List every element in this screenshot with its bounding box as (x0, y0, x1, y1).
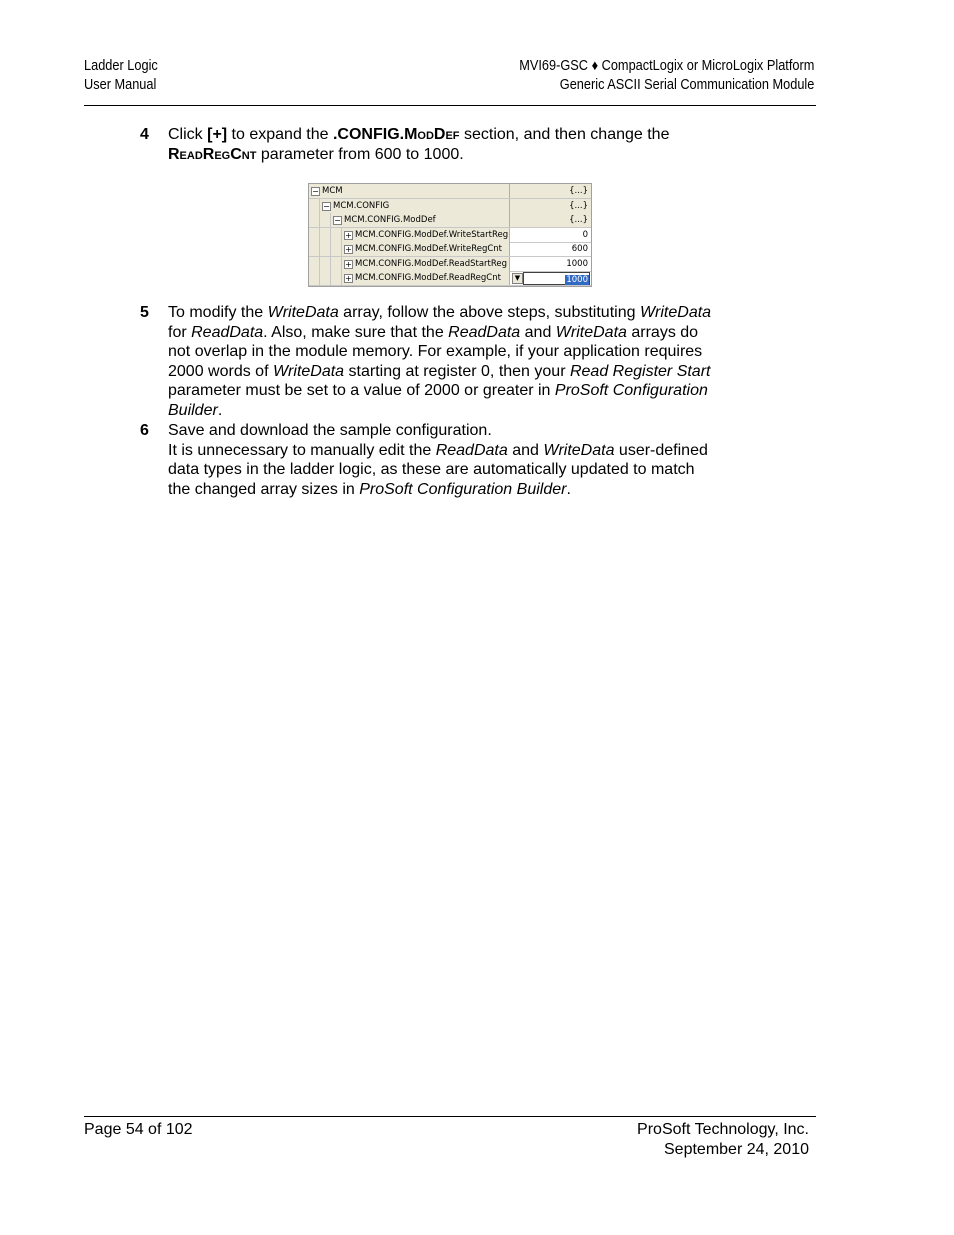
tree-indent-line (330, 228, 331, 242)
text-run: ProSoft Configuration Builder (359, 480, 567, 498)
collapse-icon[interactable]: − (334, 216, 341, 225)
grid-row-value-cell[interactable] (510, 184, 591, 198)
parameter-name: ReadRegCnt (168, 145, 257, 163)
header-divider (84, 105, 816, 106)
step-5 (140, 303, 780, 421)
grid-row-label: MCM.CONFIG.ModDef.ReadRegCnt (355, 273, 501, 283)
text-run: . Also, make sure that the (263, 323, 449, 341)
publication-date: September 24, 2010 (664, 1140, 809, 1158)
step-number: 6 (140, 422, 149, 439)
header-section-title: Ladder Logic (84, 58, 158, 74)
tree-indent-line (341, 228, 342, 242)
expand-icon[interactable]: + (345, 230, 352, 240)
grid-row-value: {...} (569, 215, 588, 225)
text-run: ReadData (448, 323, 521, 341)
text-line: not overlap in the module memory. For example, if your application requires (168, 343, 703, 361)
grid-row-label: MCM.CONFIG.ModDef (344, 215, 436, 225)
text-line: Save and download the sample configuration. (168, 422, 492, 439)
running-header-left (84, 57, 158, 95)
header-module-name: Generic ASCII Serial Communication Module (559, 77, 814, 93)
grid-row-value-cell[interactable] (510, 257, 591, 271)
grid-row[interactable] (309, 184, 591, 199)
grid-row-name-cell (309, 271, 510, 285)
collapse-icon[interactable]: − (323, 201, 330, 211)
grid-row-value-cell[interactable] (510, 199, 591, 213)
grid-row-label: MCM.CONFIG (333, 200, 390, 211)
text-run: WriteData (267, 304, 339, 321)
grid-row-label: MCM.CONFIG.ModDef.WriteStartReg (355, 229, 509, 240)
step-number: 4 (140, 126, 149, 143)
grid-row-name-cell (309, 184, 510, 198)
grid-row-value-cell[interactable] (510, 213, 591, 227)
text-run: Builder (168, 401, 218, 419)
text-run: starting at register 0, then your (344, 362, 570, 380)
text-run: parameter from 600 to 1000. (256, 145, 464, 163)
grid-row[interactable] (309, 199, 591, 214)
tree-indent-line (319, 257, 320, 271)
text-run: and (520, 323, 556, 341)
step-4 (140, 125, 780, 164)
grid-row-value: {...} (569, 200, 588, 211)
grid-row-name-cell (309, 228, 510, 242)
expand-glyph-text: [+] (207, 126, 228, 143)
tree-indent-line (319, 271, 320, 285)
grid-row-value: {...} (569, 186, 588, 196)
grid-row[interactable] (309, 257, 591, 272)
grid-row[interactable] (309, 242, 591, 257)
text-run: WriteData (272, 362, 345, 380)
grid-row[interactable] (309, 228, 591, 243)
text-run: arrays do (626, 323, 699, 341)
grid-row-name-cell (309, 242, 510, 256)
value-edit-field[interactable] (523, 272, 590, 285)
grid-row[interactable] (309, 271, 591, 286)
collapse-icon[interactable]: − (312, 187, 319, 196)
text-run: ProSoft Configuration (554, 382, 708, 400)
dropdown-arrow-icon[interactable]: ▼ (512, 273, 523, 284)
selected-value-text: 1000 (566, 275, 588, 285)
tree-indent-line (341, 257, 342, 271)
config-property-grid (308, 183, 592, 287)
text-run: 2000 words of (168, 362, 273, 380)
config-section-name: .CONFIG.ModDef (332, 126, 460, 143)
tree-indent-line (341, 242, 342, 256)
text-run: to expand the (227, 126, 333, 143)
text-run: the changed array sizes in (168, 480, 360, 498)
text-run: user-defined (614, 441, 708, 459)
text-run: . (217, 401, 223, 419)
grid-row-label: MCM (322, 186, 343, 196)
grid-row-label: MCM.CONFIG.ModDef.WriteRegCnt (355, 244, 502, 254)
text-run: array, follow the above steps, substituting (338, 304, 640, 321)
header-doc-type: User Manual (84, 77, 157, 93)
tree-indent-line (319, 213, 320, 227)
tree-indent-line (319, 242, 320, 256)
grid-row-value: 0 (582, 229, 588, 240)
text-run: Click (168, 126, 208, 143)
tree-indent-line (319, 199, 320, 213)
grid-row[interactable] (309, 213, 591, 228)
text-run: ReadData (435, 441, 508, 459)
text-run: and (507, 441, 544, 459)
text-run: It is unnecessary to manually edit the (168, 441, 436, 459)
text-run: ReadData (191, 323, 264, 341)
text-run: for (168, 323, 192, 341)
step-text (168, 421, 780, 499)
grid-row-value-cell[interactable] (510, 228, 591, 242)
header-product-name: MVI69-GSC ♦ CompactLogix or MicroLogix Platform (518, 58, 814, 74)
running-footer-right (637, 1120, 809, 1159)
text-line: data types in the ladder logic, as these are automatically updated to match (168, 461, 695, 479)
grid-row-value-cell[interactable] (510, 242, 591, 256)
text-run: Read Register Start (569, 362, 711, 380)
text-run: WriteData (639, 304, 712, 321)
tree-indent-line (330, 271, 331, 285)
tree-indent-line (330, 242, 331, 256)
grid-row-name-cell (309, 199, 510, 213)
text-run: WriteData (543, 441, 615, 459)
grid-row-name-cell (309, 213, 510, 227)
grid-row-value-cell[interactable] (510, 271, 591, 285)
step-number: 5 (140, 304, 149, 321)
expand-icon[interactable]: + (345, 259, 352, 269)
text-run: parameter must be set to a value of 2000 or greater in (168, 382, 555, 400)
step-text (168, 303, 780, 421)
tree-indent-line (330, 213, 331, 227)
expand-icon[interactable]: + (345, 274, 352, 283)
text-run: . (566, 480, 571, 498)
grid-row-value: 1000 (566, 258, 588, 269)
page-number: Page 54 of 102 (84, 1121, 193, 1138)
step-text (168, 125, 780, 164)
tree-indent-line (341, 271, 342, 285)
footer-divider (84, 1116, 816, 1117)
text-run: section, and then change the (459, 126, 670, 143)
grid-row-value: 600 (571, 244, 588, 254)
text-run: To modify the (168, 304, 268, 321)
tree-indent-line (319, 228, 320, 242)
grid-row-name-cell (309, 257, 510, 271)
running-header-right (519, 57, 814, 95)
tree-indent-line (330, 257, 331, 271)
expand-icon[interactable]: + (345, 245, 352, 254)
company-name: ProSoft Technology, Inc. (637, 1121, 809, 1138)
step-6 (140, 421, 780, 499)
grid-row-label: MCM.CONFIG.ModDef.ReadStartReg (355, 258, 508, 269)
text-run: WriteData (555, 323, 627, 341)
